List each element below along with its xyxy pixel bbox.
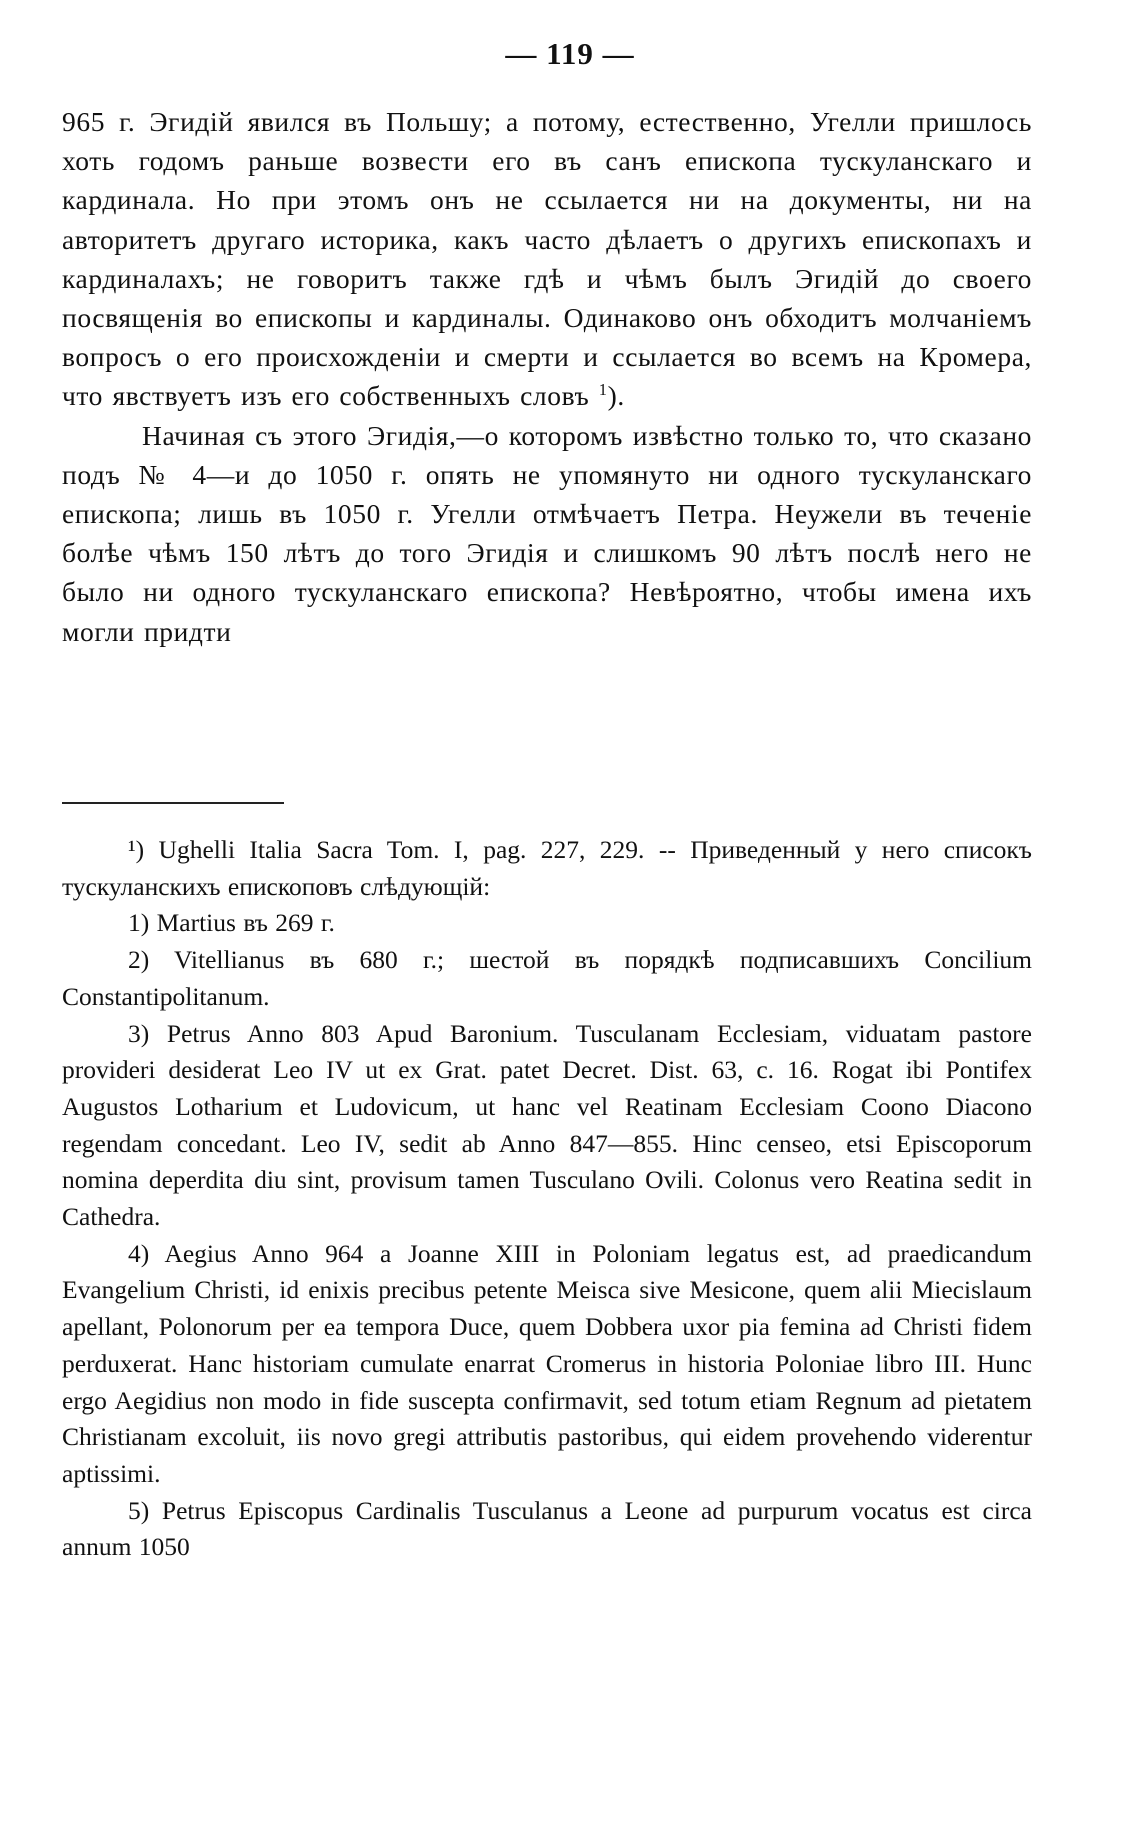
footnote-item: 5) Petrus Episcopus Cardinalis Tusculanus a Leone ad purpurum vocatus est circa annum 1050	[62, 1495, 1032, 1562]
paragraph: Начиная съ этого Эгидія,—о которомъ извѣстно только то, что сказано подъ № 4—и до 1050 г. опять не упомянуто ни одного тускуланскаго епископа; лишь въ 1050 г. Угелли отмѣчаетъ Петра. Неужели въ теченіе болѣе чѣмъ 150 лѣтъ до того Эгидія и слишкомъ 90 лѣтъ послѣ него не было ни одного тускуланскаго епископа? Невѣроятно, чтобы имена ихъ могли придти	[62, 419, 1032, 647]
footnote-mark: ¹)	[128, 835, 145, 864]
footnote-lead-text: Ughelli Italia Sacra Tom. I, pag. 227, 229. -- Приведенный у него списокъ тускуланскихъ епископовъ слѣдующій:	[62, 835, 1032, 901]
footnote-item: 2) Vitellianus въ 680 г.; шестой въ порядкѣ подписавшихъ Concilium Constantipolitanum.	[62, 945, 1032, 1011]
paragraph-tail: ).	[607, 380, 625, 412]
footnote-item: 3) Petrus Anno 803 Apud Baronium. Tusculanam Ecclesiam, viduatam pastore provideri desiderat Leo IV ut ex Grat. patet Decret. Dist. 63, c. 16. Rogat ibi Pontifex Augustos Lotharium et Ludovicum, ut hanc vel Reatinam Ecclesiam Coono Diacono regendam concedant. Leo IV, sedit ab Anno 847—855. Hinc censeo, etsi Episcoporum nomina deperdita diu sint, provisum tamen Tusculano Ovili. Colonus vero Reatina sedit in Cathedra.	[62, 1018, 1032, 1232]
footnotes	[62, 832, 1032, 1566]
page-number: — 119 —	[505, 36, 635, 71]
main-text	[62, 102, 1032, 651]
footnote-item: 4) Aegius Anno 964 a Joanne XIII in Poloniam legatus est, ad praedicandum Evangelium Christi, id enixis precibus petente Meisca sive Mesicone, quem alii Miecislaum apellant, Polonorum per ea tempora Duce, quem Dobbera uxor pia femina ad Christi fidem perduxerat. Hanc historiam cumulate enarrat Cromerus in historia Poloniae libro III. Hunc ergo Aegidius non modo in fide suscepta confirmavit, sed totum etiam Regnum ad pietatem Christianam excoluit, iis novo gregi attributis pastoribus, qui eidem provehendo viderentur aptissimi.	[62, 1238, 1032, 1488]
footnote-separator	[62, 802, 284, 804]
footnote-reference[interactable]: 1	[598, 380, 608, 400]
footnote-item: 1) Martius въ 269 г.	[128, 908, 335, 938]
paragraph	[62, 102, 1032, 416]
paragraph-text: 965 г. Эгидій явился въ Польшу; а потому, естественно, Угелли пришлось хоть годомъ раньше возвести его въ санъ епископа тускуланскаго и кардинала. Но при этомъ онъ не ссылается ни на документы, ни на авторитетъ другаго историка, какъ часто дѣлаетъ о другихъ епископахъ и кардиналахъ; не говоритъ также гдѣ и чѣмъ былъ Эгидій до своего посвященія во епископы и кардиналы. Одинаково онъ обходитъ молчаніемъ вопросъ о его происхожденіи и смерти и ссылается во всемъ на Кромера, что явствуетъ изъ его собственныхъ словъ	[62, 106, 1032, 412]
footnote-lead	[62, 832, 1032, 905]
